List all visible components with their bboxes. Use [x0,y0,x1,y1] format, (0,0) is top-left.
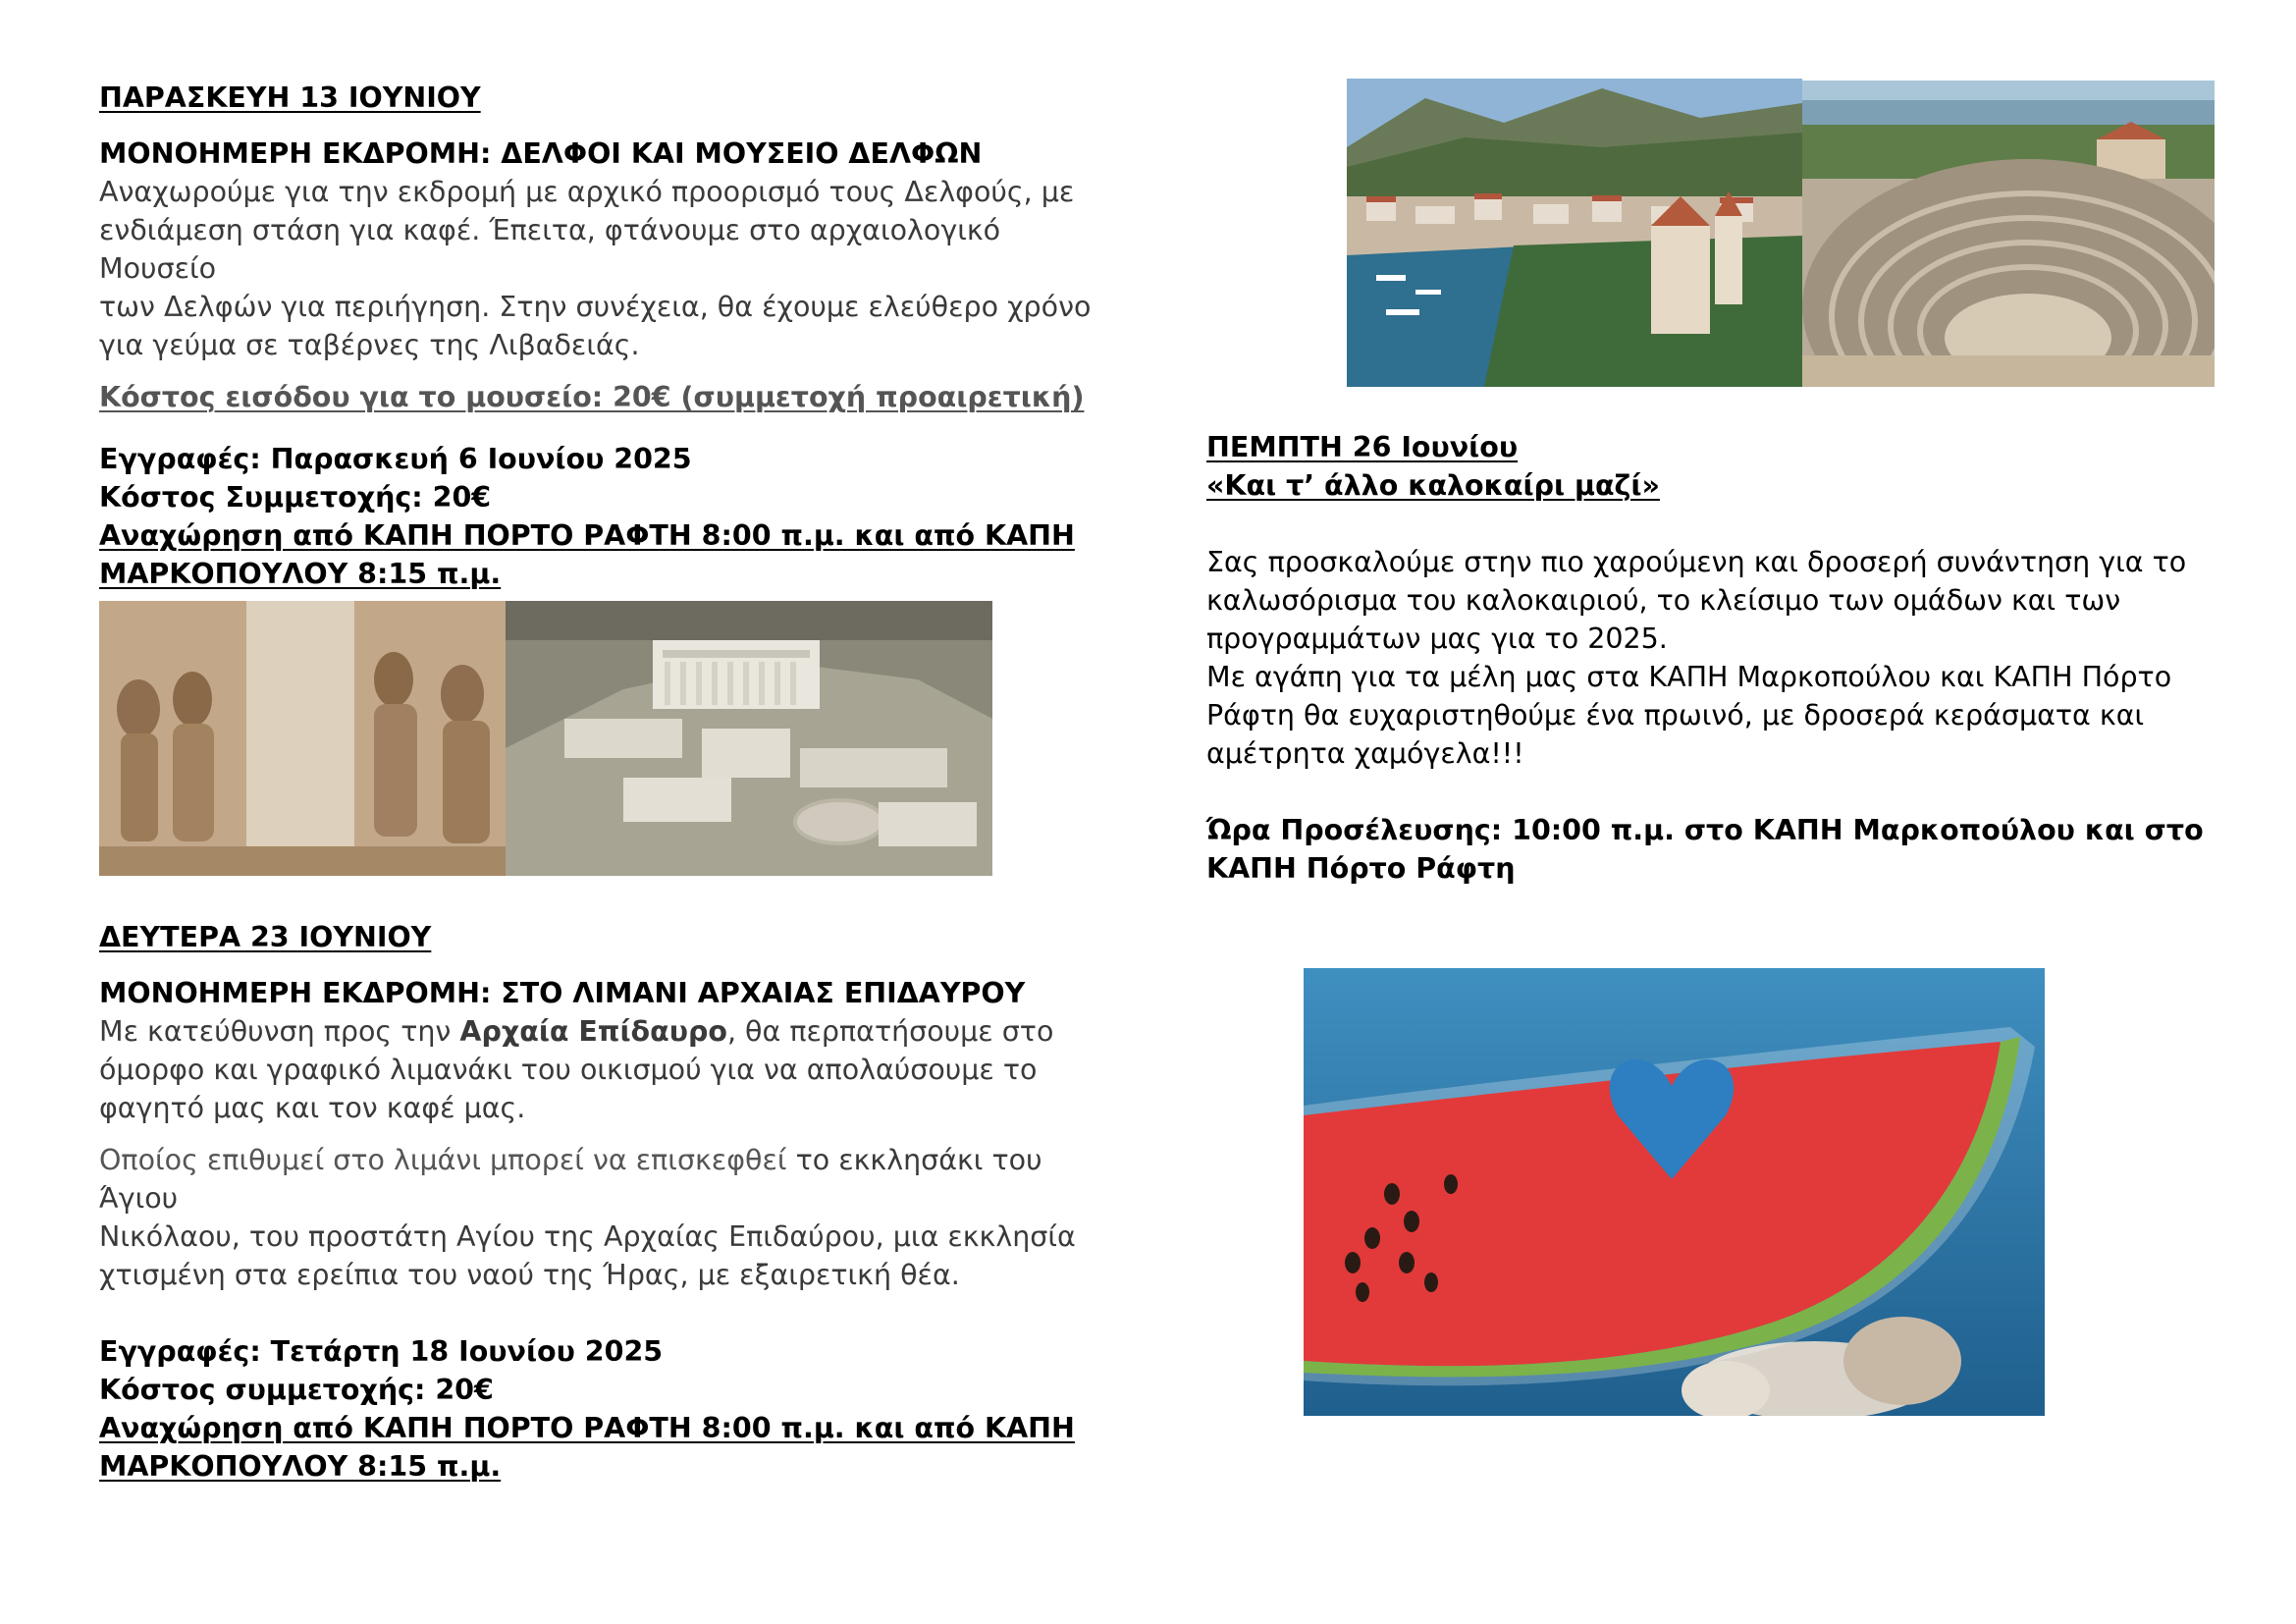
watermelon-heart-image [1304,968,2045,1416]
trip1-line-4: για γεύμα σε ταβέρνες της Λιβαδειάς. [99,329,640,361]
trip2-p1-start: Με κατεύθυνση προς την [99,1015,460,1048]
trip1-departure-1: Αναχώρηση από ΚΑΠΗ ΠΟΡΤΟ ΡΑΦΤΗ 8:00 π.μ. και από ΚΑΠΗ [99,519,1075,552]
trip2-departure-1: Αναχώρηση από ΚΑΠΗ ΠΟΡΤΟ ΡΑΦΤΗ 8:00 π.μ. και από ΚΑΠΗ [99,1412,1075,1444]
event-line-4: Με αγάπη για τα μέλη μας στα ΚΑΠΗ Μαρκοπούλου και ΚΑΠΗ Πόρτο [1206,661,2172,693]
trip1-cost: Κόστος Συμμετοχής: 20€ [99,481,492,514]
trip2-p1-end: , θα περπατήσουμε στο [726,1015,1054,1048]
delphi-model-image [506,601,992,876]
trip1-museum-cost: Κόστος εισόδου για το μουσείο: 20€ (συμμετοχή προαιρετική) [99,381,1085,413]
trip1-date: ΠΑΡΑΣΚΕΥΗ 13 ΙΟΥΝΙΟΥ [99,81,481,114]
trip2-registration: Εγγραφές: Τετάρτη 18 Ιουνίου 2025 [99,1335,664,1368]
trip2-date: ΔΕΥΤΕΡΑ 23 ΙΟΥΝΙΟΥ [99,921,432,953]
trip2-cost: Κόστος συμμετοχής: 20€ [99,1374,494,1406]
trip2-section [99,918,1120,1486]
trip1-section [99,79,1100,593]
trip2-para2-line-1 [99,1141,1120,1218]
event-title: «Και τ’ άλλο καλοκαίρι μαζί» [1206,469,1660,502]
event-arrival-2: ΚΑΠΗ Πόρτο Ράφτη [1206,852,1516,885]
trip1-title: ΜΟΝΟΗΜΕΡΗ ΕΚΔΡΟΜΗ: ΔΕΛΦΟΙ ΚΑΙ ΜΟΥΣΕΙΟ ΔΕΛΦΩΝ [99,137,983,170]
delphi-relief-image [99,601,506,876]
trip2-para1-line-3: φαγητό μας και τον καφέ μας. [99,1092,526,1124]
trip2-title: ΜΟΝΟΗΜΕΡΗ ΕΚΔΡΟΜΗ: ΣΤΟ ΛΙΜΑΝΙ ΑΡΧΑΙΑΣ ΕΠΙΔΑΥΡΟΥ [99,977,1026,1009]
trip2-p2-rest: το εκκλησάκι του Άγιου [99,1144,1042,1215]
event-arrival-1: Ώρα Προσέλευσης: 10:00 π.μ. στο ΚΑΠΗ Μαρκοπούλου και στο [1206,814,2204,846]
epidaurus-harbour-image [1347,79,1802,387]
trip2-para2-line-3: χτισμένη στα ερείπια του ναού της Ήρας, με εξαιρετική θέα. [99,1259,960,1291]
event-line-1: Σας προσκαλούμε στην πιο χαρούμενη και δροσερή συνάντηση για το [1206,546,2187,578]
trip2-p2-muted: Οποίος επιθυμεί στο λιμάνι μπορεί να επισκεφθεί [99,1144,796,1176]
trip1-line-1: Αναχωρούμε για την εκδρομή με αρχικό προορισμό τους Δελφούς, με [99,176,1075,208]
ancient-theatre-image [1802,81,2215,387]
trip1-departure-2: ΜΑΡΚΟΠΟΥΛΟΥ 8:15 π.μ. [99,558,502,590]
event-date: ΠΕΜΠΤΗ 26 Ιουνίου [1206,431,1519,463]
trip2-departure-2: ΜΑΡΚΟΠΟΥΛΟΥ 8:15 π.μ. [99,1450,502,1483]
trip2-para1-line-1 [99,1012,1120,1051]
event-line-5: Ράφτη θα ευχαριστηθούμε ένα πρωινό, με δροσερά κεράσματα και [1206,699,2145,731]
trip1-line-3: των Δελφών για περιήγηση. Στην συνέχεια, θα έχουμε ελεύθερο χρόνο [99,291,1092,323]
event-section [1206,428,2267,888]
trip2-p1-bold: Αρχαία Επίδαυρο [459,1015,727,1048]
event-line-3: προγραμμάτων μας για το 2025. [1206,623,1668,655]
trip1-registration: Εγγραφές: Παρασκευή 6 Ιουνίου 2025 [99,443,692,475]
trip2-para1-line-2: όμορφο και γραφικό λιμανάκι του οικισμού για να απολαύσουμε το [99,1054,1038,1086]
trip1-line-2: ενδιάμεση στάση για καφέ. Έπειτα, φτάνουμε στο αρχαιολογικό Μουσείο [99,214,1001,285]
trip2-para2-line-2: Νικόλαου, του προστάτη Αγίου της Αρχαίας Επιδαύρου, μια εκκλησία [99,1220,1076,1253]
event-line-6: αμέτρητα χαμόγελα!!! [1206,737,1524,770]
event-line-2: καλωσόρισμα του καλοκαιριού, το κλείσιμο των ομάδων και των [1206,584,2121,617]
